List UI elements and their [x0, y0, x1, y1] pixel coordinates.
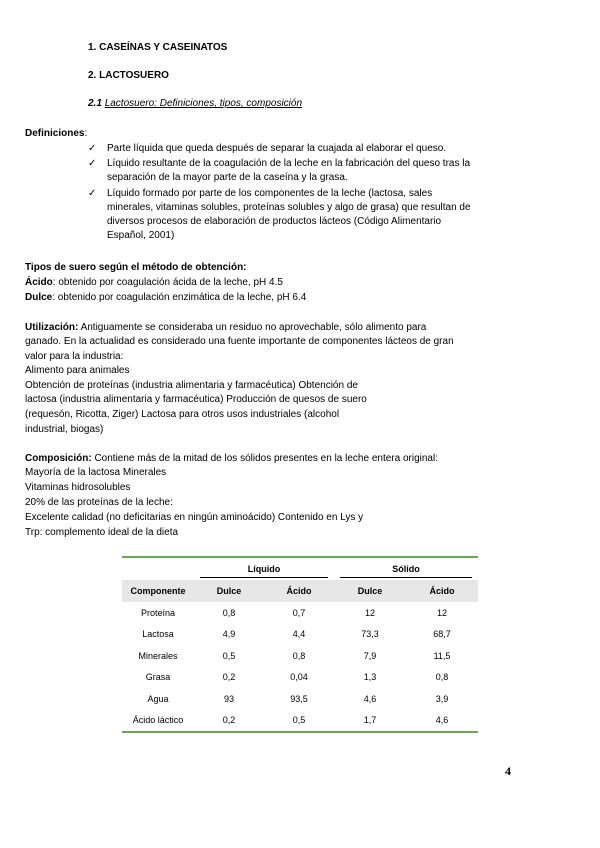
table-cell: 12: [364, 607, 375, 618]
composition-table: [122, 556, 478, 733]
table-col-acido: Ácido: [406, 580, 478, 602]
checkmark-icon: ✓: [88, 143, 97, 154]
utilizacion-line: ganado. En la actualidad es considerado una fuente importante de componentes lácteos de gran: [25, 336, 454, 347]
utilizacion-intro: Utilización: Antiguamente se consideraba un residuo no aprovechable, sólo alimento para: [25, 322, 427, 333]
table-cell: 12: [436, 607, 447, 618]
utilizacion-line: (requesón, Ricotta, Ziger) Lactosa para otros usos industriales (alcohol: [25, 409, 340, 420]
page-number: 4: [505, 764, 511, 778]
composicion-line: Mayoría de la lactosa Minerales: [25, 467, 167, 478]
table-cell: 0,5: [292, 715, 306, 726]
table-row: [122, 624, 478, 646]
composicion-line: Excelente calidad (no deficitarias en ningún aminoácido) Contenido en Lys y: [25, 512, 364, 523]
table-cell: 0,2: [222, 672, 236, 683]
heading-caseinas: 1. CASEÍNAS Y CASEINATOS: [88, 42, 228, 53]
definition-item: ✓ Líquido formado por parte de los componentes de la leche (lactosa, sales minerales, vitaminas solubles, proteínas solubles y algo de grasa) que resultan de diversos procesos de elaboración de productos lácteos (Código Alimentario Español, 2001): [88, 188, 471, 241]
table-cell: 93: [223, 693, 234, 704]
definition-item: ✓ Líquido resultante de la coagulación de la leche en la fabricación del queso tras la separación de la mayor parte de la caseína y la grasa.: [88, 158, 471, 183]
table-row: [122, 602, 478, 624]
table-group-solido: Sólido: [334, 557, 478, 580]
table-cell: 0,7: [292, 607, 306, 618]
table-cell: 73,3: [361, 629, 379, 640]
checkmark-icon: ✓: [88, 188, 97, 199]
composicion-line: Vitaminas hidrosolubles: [25, 482, 131, 493]
table-col-dulce: Dulce: [194, 580, 264, 602]
composicion-intro: Composición: Contiene más de la mitad de los sólidos presentes en la leche entera original:: [25, 453, 438, 464]
table-row: [122, 688, 478, 710]
table-cell: 0,04: [290, 672, 308, 683]
utilizacion-line: Obtención de proteínas (industria alimentaria y farmacéutica) Obtención de: [25, 380, 358, 391]
subheading-title: Lactosuero: Definiciones, tipos, composición: [104, 98, 303, 109]
table-cell: 68,7: [433, 629, 451, 640]
table-cell: 4,6: [435, 715, 449, 726]
subheading-number: 2.1: [88, 98, 102, 109]
subheading-lactosuero: [88, 97, 302, 111]
table-cell: Lactosa: [142, 629, 174, 640]
checkmark-icon: ✓: [88, 158, 97, 169]
table-col-dulce: Dulce: [334, 580, 406, 602]
table-cell: 1,3: [363, 672, 377, 683]
table-group-liquido: Líquido: [194, 557, 334, 580]
table-cell: 93,5: [290, 693, 308, 704]
definiciones-label: Definiciones:: [25, 128, 88, 139]
tipo-acido: Ácido: obtenido por coagulación ácida de la leche, pH 4.5: [25, 277, 283, 288]
utilizacion-line: industrial, biogas): [25, 424, 104, 435]
table-cell: Proteína: [140, 607, 176, 618]
table-cell: 11,5: [433, 650, 451, 661]
table-cell: 4,9: [222, 629, 236, 640]
table-cell: 0,8: [435, 672, 449, 683]
table-cell: Agua: [147, 693, 169, 704]
table-cell: 4,4: [292, 629, 306, 640]
definition-item: ✓ Parte líquida que queda después de separar la cuajada al elaborar el queso.: [88, 143, 447, 154]
utilizacion-line: Alimento para animales: [25, 365, 130, 376]
table-cell: 7,9: [363, 650, 377, 661]
table-row: [122, 645, 478, 667]
composicion-line: Trp: complemento ideal de la dieta: [25, 527, 179, 538]
table-cell: Ácido láctico: [132, 715, 184, 726]
table-cell: 0,8: [292, 650, 306, 661]
table-cell: Minerales: [138, 650, 178, 661]
table-cell: Grasa: [145, 672, 171, 683]
table-cell: 3,9: [435, 693, 449, 704]
utilizacion-line: valor para la industria:: [25, 351, 124, 362]
table-col-componente: Componente: [122, 580, 194, 602]
table-col-acido: Ácido: [264, 580, 334, 602]
tipo-dulce: Dulce: obtenido por coagulación enzimática de la leche, pH 6.4: [25, 292, 307, 303]
heading-lactosuero: 2. LACTOSUERO: [88, 70, 169, 81]
utilizacion-line: lactosa (industria alimentaria y farmacéutica) Producción de quesos de suero: [25, 394, 367, 405]
table-row: [122, 667, 478, 689]
composicion-line: 20% de las proteínas de la leche:: [25, 497, 173, 508]
table-cell: 1,7: [363, 715, 377, 726]
table-cell: 0,2: [222, 715, 236, 726]
table-cell: 0,8: [222, 607, 236, 618]
table-row: [122, 710, 478, 733]
tipos-title: Tipos de suero según el método de obtención:: [25, 262, 247, 273]
table-cell: 4,6: [363, 693, 377, 704]
table-header-empty: [122, 557, 194, 580]
table-cell: 0,5: [222, 650, 236, 661]
